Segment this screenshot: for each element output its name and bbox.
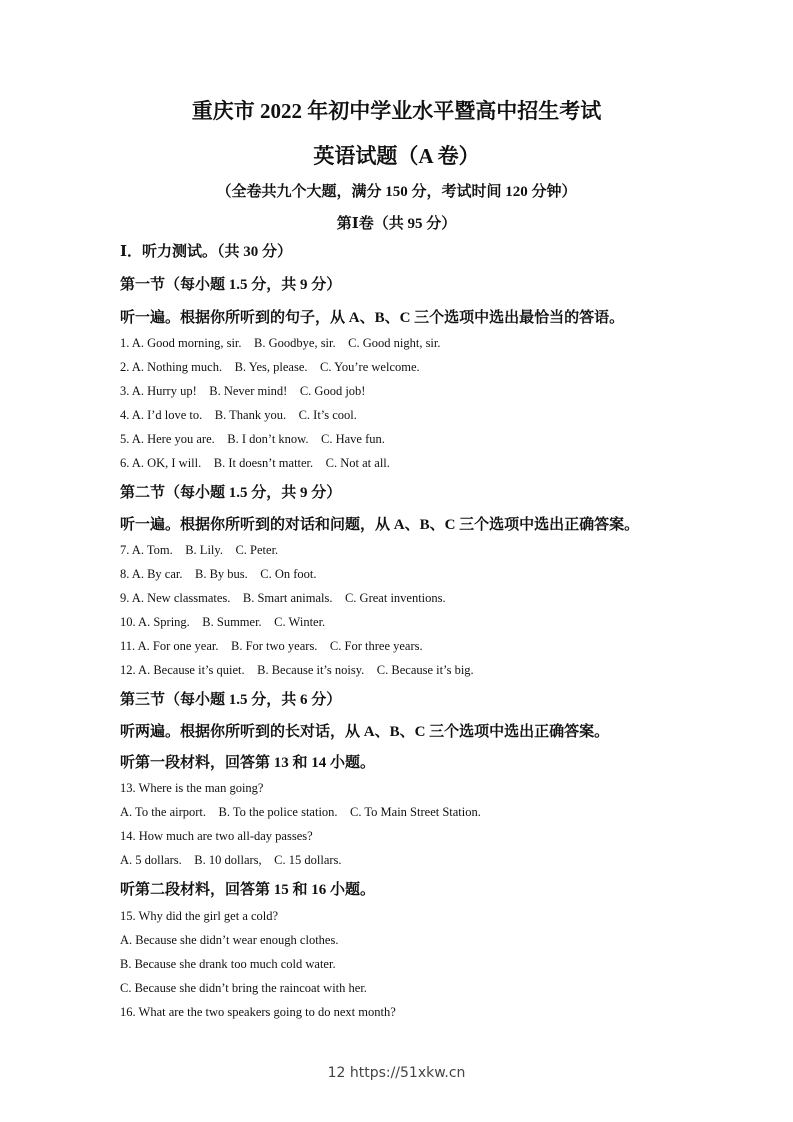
page-number: 12 [327,1065,346,1081]
question-line: 8. A. By car. B. By bus. C. On foot. [120,567,317,581]
section-heading: 第二节（每小题 1.5 分，共 9 分） [120,485,342,501]
question-line: 9. A. New classmates. B. Smart animals. C. Great inventions. [120,591,446,605]
question-line: A. 5 dollars. B. 10 dollars, C. 15 dollars. [120,853,342,867]
question-line: 11. A. For one year. B. For two years. C. For three years. [120,639,423,653]
question-line: 2. A. Nothing much. B. Yes, please. C. You’re welcome. [120,360,420,374]
question-line: 3. A. Hurry up! B. Never mind! C. Good job! [120,384,366,398]
question-line: 12. A. Because it’s quiet. B. Because it’s noisy. C. Because it’s big. [120,663,474,677]
question-line: 15. Why did the girl get a cold? [120,909,279,923]
question-line: 5. A. Here you are. B. I don’t know. C. Have fun. [120,432,385,446]
page-footer [0,1065,793,1081]
question-line: C. Because she didn’t bring the raincoat with her. [120,981,367,995]
question-line: 1. A. Good morning, sir. B. Goodbye, sir. C. Good night, sir. [120,336,441,350]
question-line: 14. How much are two all-day passes? [120,829,313,843]
volume-heading: 第Ⅰ卷（共 95 分） [336,216,457,232]
question-line: 10. A. Spring. B. Summer. C. Winter. [120,615,326,629]
section-heading: 听第二段材料，回答第 15 和 16 小题。 [120,882,376,898]
section-heading: 听一遍。根据你所听到的对话和问题，从 A、B、C 三个选项中选出正确答案。 [120,517,640,533]
section-heading: 听第一段材料，回答第 13 和 14 小题。 [120,755,376,771]
question-line: A. Because she didn’t wear enough clothes. [120,933,339,947]
section-heading: 听两遍。根据你所听到的长对话，从 A、B、C 三个选项中选出正确答案。 [120,724,610,740]
question-line: 16. What are the two speakers going to do next month? [120,1005,396,1019]
exam-subtitle: 英语试题（A 卷） [313,144,480,168]
section-heading: 第三节（每小题 1.5 分，共 6 分） [120,692,342,708]
question-line: A. To the airport. B. To the police station. C. To Main Street Station. [120,805,481,819]
section-heading: Ⅰ．听力测试。（共 30 分） [120,244,293,260]
section-heading: 第一节（每小题 1.5 分，共 9 分） [120,277,342,293]
question-line: 4. A. I’d love to. B. Thank you. C. It’s cool. [120,408,357,422]
question-line: 6. A. OK, I will. B. It doesn’t matter. C. Not at all. [120,456,390,470]
question-line: 13. Where is the man going? [120,781,264,795]
question-line: B. Because she drank too much cold water. [120,957,336,971]
footer-url[interactable]: https://51xkw.cn [349,1065,466,1081]
exam-note: （全卷共九个大题，满分 150 分，考试时间 120 分钟） [216,184,577,200]
section-heading: 听一遍。根据你所听到的句子，从 A、B、C 三个选项中选出最恰当的答语。 [120,310,625,326]
question-line: 7. A. Tom. B. Lily. C. Peter. [120,543,279,557]
exam-title: 重庆市 2022 年初中学业水平暨高中招生考试 [191,99,602,123]
